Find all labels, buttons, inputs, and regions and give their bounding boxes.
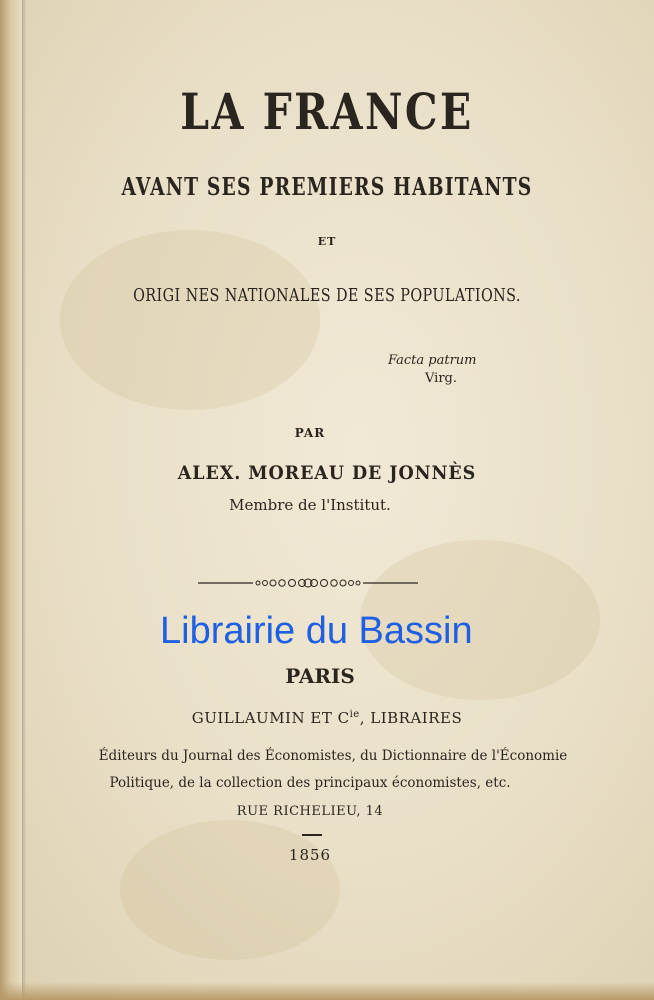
by-label: PAR: [294, 426, 326, 440]
publisher-name: GUILLAUMIN ET C: [191, 709, 350, 727]
author-name: ALEX. MOREAU DE JONNÈS: [177, 462, 477, 484]
publisher-superscript: ie: [349, 709, 360, 720]
epigraph-quote: Facta patrum: [388, 353, 477, 368]
divider-dash: [302, 834, 322, 836]
publisher-address: RUE RICHELIEU, 14: [236, 804, 384, 819]
paper-stain: [120, 820, 340, 960]
ornament-rule-icon: [198, 576, 418, 590]
author-role: Membre de l'Institut.: [229, 496, 391, 514]
book-title: LA FRANCE: [180, 82, 474, 141]
book-subtitle-origins: ORIGI NES NATIONALES DE SES POPULATIONS.: [133, 285, 521, 306]
book-subtitle: AVANT SES PREMIERS HABITANTS: [121, 172, 533, 201]
page-bottom-edge: [0, 982, 654, 1000]
conjunction-et: ET: [317, 235, 337, 248]
publisher-description-line-1: Éditeurs du Journal des Économistes, du Dictionnaire de l'Économie: [98, 748, 568, 764]
publisher-description-line-2: Politique, de la collection des principaux économistes, etc.: [109, 775, 511, 791]
epigraph-author: Virg.: [425, 371, 457, 386]
bookshop-watermark: Librairie du Bassin: [160, 610, 473, 652]
publisher-suffix: , LIBRAIRES: [359, 709, 463, 727]
publication-year: 1856: [288, 846, 332, 864]
publication-city: PARIS: [285, 664, 355, 688]
publisher: [0, 709, 654, 727]
paper-stain: [60, 230, 320, 410]
